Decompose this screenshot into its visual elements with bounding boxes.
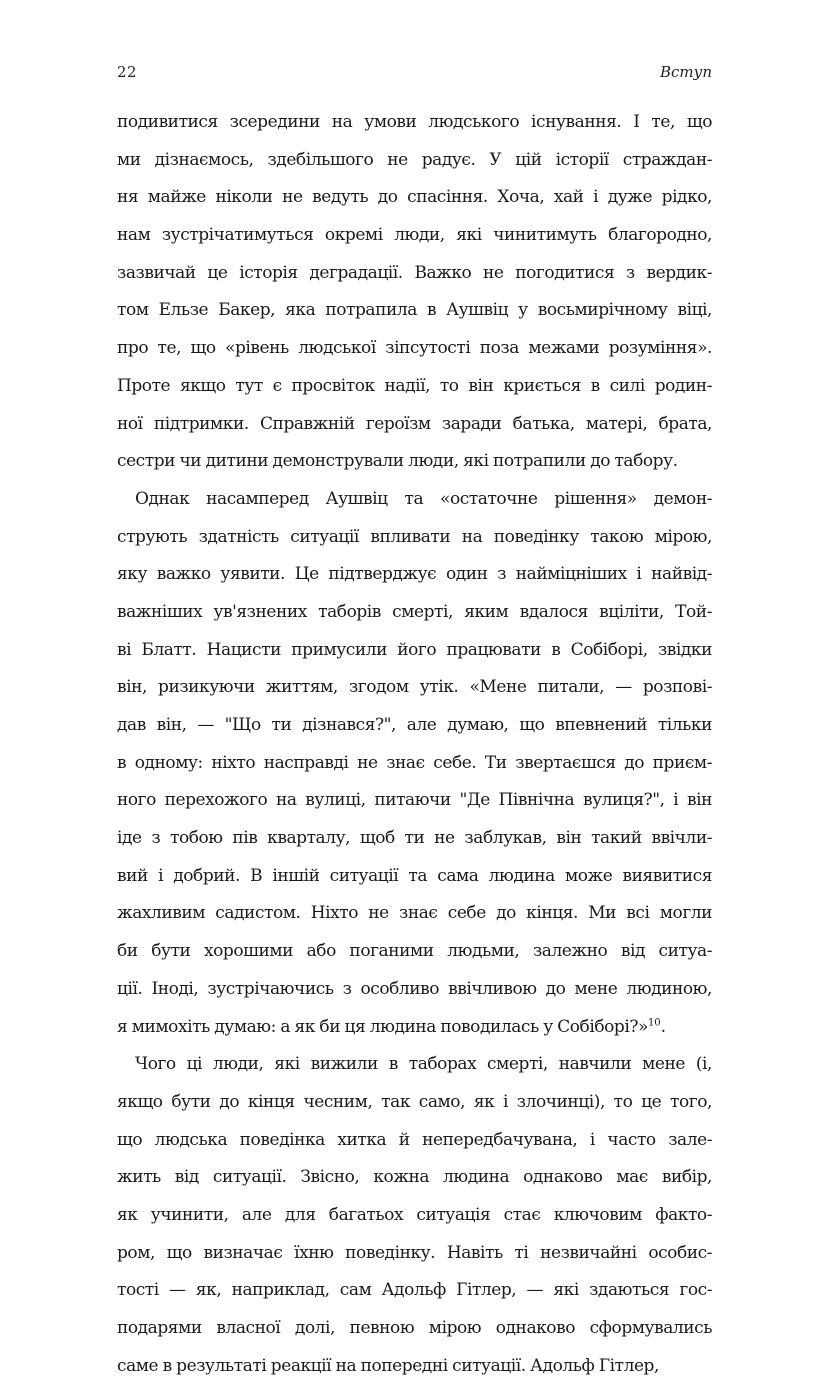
line-text: він, ризикуючи життям, згодом утік. «Мене питали, — розпові- — [117, 677, 712, 698]
text-line — [117, 820, 712, 858]
text-line — [117, 481, 712, 519]
line-text: іде з тобою пів кварталу, щоб ти не заблукав, він такий ввічли- — [117, 828, 712, 849]
line-text: жахливим садистом. Ніхто не знає себе до кінця. Ми всі могли — [117, 903, 712, 924]
text-line — [117, 1122, 712, 1160]
text-line — [117, 519, 712, 557]
text-line — [117, 1348, 712, 1385]
text-line — [117, 1272, 712, 1310]
line-text: ми дізнаємось, здебільшого не радує. У цій історії страждан- — [117, 149, 712, 170]
line-text: я мимохіть думаю: а як би ця людина поводилась у Собіборі?» — [117, 1016, 648, 1037]
line-text: ції. Іноді, зустрічаючись з особливо ввічливою до мене людиною, — [117, 978, 712, 999]
line-text: саме в результаті реакції на попередні ситуації. Адольф Гітлер, — [117, 1355, 659, 1376]
line-text: том Ельзе Бакер, яка потрапила в Аушвіц у восьмирічному віці, — [117, 300, 712, 321]
footnote-reference[interactable]: 10 — [647, 1016, 661, 1028]
line-text: дав він, — "Що ти дізнався?", але думаю, що впевнений тільки — [117, 715, 712, 735]
text-line — [117, 217, 712, 255]
text-line — [117, 1084, 712, 1122]
line-text: ня майже ніколи не ведуть до спасіння. Хоча, хай і дуже рідко, — [117, 187, 712, 208]
paragraph — [117, 104, 712, 481]
line-text: в одному: ніхто насправді не знає себе. Ти звертаєшся до приєм- — [117, 752, 712, 773]
text-line — [117, 104, 712, 142]
line-text: тості — як, наприклад, сам Адольф Гітлер, — які здаються гос- — [117, 1280, 712, 1301]
running-header — [117, 63, 712, 87]
line-text: ром, що визначає їхню поведінку. Навіть ті незвичайні особис- — [117, 1242, 712, 1263]
text-line — [117, 556, 712, 594]
line-text: Проте якщо тут є просвіток надії, то він криється в силі родин- — [117, 375, 712, 396]
text-line — [117, 1197, 712, 1235]
line-text: важніших ув'язнених таборів смерті, яким вдалося вціліти, Той- — [117, 601, 712, 622]
line-text: яку важко уявити. Це підтверджує один з найміцніших і найвід- — [117, 564, 712, 585]
text-line — [117, 255, 712, 293]
text-line — [117, 933, 712, 971]
line-text: Однак насамперед Аушвіц та «остаточне рішення» демон- — [135, 488, 712, 509]
line-text: як учинити, але для багатьох ситуація стає ключовим факто- — [117, 1204, 712, 1225]
text-line — [117, 1159, 712, 1197]
line-text: нам зустрічатимуться окремі люди, які чинитимуть благородно, — [117, 225, 712, 246]
text-line — [117, 707, 712, 745]
text-line — [117, 406, 712, 444]
text-line — [117, 1235, 712, 1273]
paragraph — [117, 481, 712, 1046]
text-line — [117, 1046, 712, 1084]
line-text: ного перехожого на вулиці, питаючи "Де Північна вулиця?", і він — [117, 790, 712, 811]
text-line — [117, 745, 712, 783]
line-text: що людська поведінка хитка й непередбачувана, і часто зале- — [117, 1129, 712, 1150]
line-text: зазвичай це історія деградації. Важко не погодитися з вердик- — [117, 262, 712, 283]
body-text — [117, 104, 712, 1385]
text-line — [117, 971, 712, 1009]
line-text: про те, що «рівень людської зіпсутості поза межами розуміння». — [117, 338, 712, 359]
page-number: 22 — [117, 63, 138, 81]
line-text: ві Блатт. Нацисти примусили його працювати в Собіборі, звідки — [117, 639, 712, 660]
text-line — [117, 895, 712, 933]
line-text: би бути хорошими або поганими людьми, залежно від ситуа- — [117, 941, 712, 962]
text-line — [117, 669, 712, 707]
text-line — [117, 368, 712, 406]
text-line — [117, 594, 712, 632]
line-text: ної підтримки. Справжній героїзм заради батька, матері, брата, — [117, 413, 712, 434]
text-line — [117, 292, 712, 330]
line-text: струють здатність ситуації впливати на поведінку такою мірою, — [117, 526, 712, 547]
text-line — [117, 443, 712, 481]
section-title: Вступ — [659, 63, 712, 81]
text-line — [117, 330, 712, 368]
line-text: жить від ситуації. Звісно, кожна людина однаково має вибір, — [117, 1167, 712, 1188]
line-text: подарями власної долі, певною мірою однаково сформувались — [117, 1318, 712, 1338]
text-line — [117, 179, 712, 217]
line-text: якщо бути до кінця чесним, так само, як і злочинці), то це того, — [117, 1091, 712, 1112]
line-text: подивитися зсередини на умови людського існування. І те, що — [117, 112, 712, 132]
text-line: я мимохіть думаю: а як би ця людина поводилась у Собіборі?»$^{10}$. — [117, 1016, 666, 1037]
text-line — [117, 632, 712, 670]
text-line — [117, 782, 712, 820]
text-line — [117, 142, 712, 180]
line-text: Чого ці люди, які вижили в таборах смерті, навчили мене (і, — [135, 1054, 712, 1075]
text-line — [117, 1310, 712, 1348]
line-text: вий і добрий. В іншій ситуації та сама людина може виявитися — [117, 865, 712, 886]
text-line — [117, 858, 712, 896]
paragraph — [117, 1046, 712, 1385]
line-text: сестри чи дитини демонстрували люди, які потрапили до табору. — [117, 451, 678, 472]
